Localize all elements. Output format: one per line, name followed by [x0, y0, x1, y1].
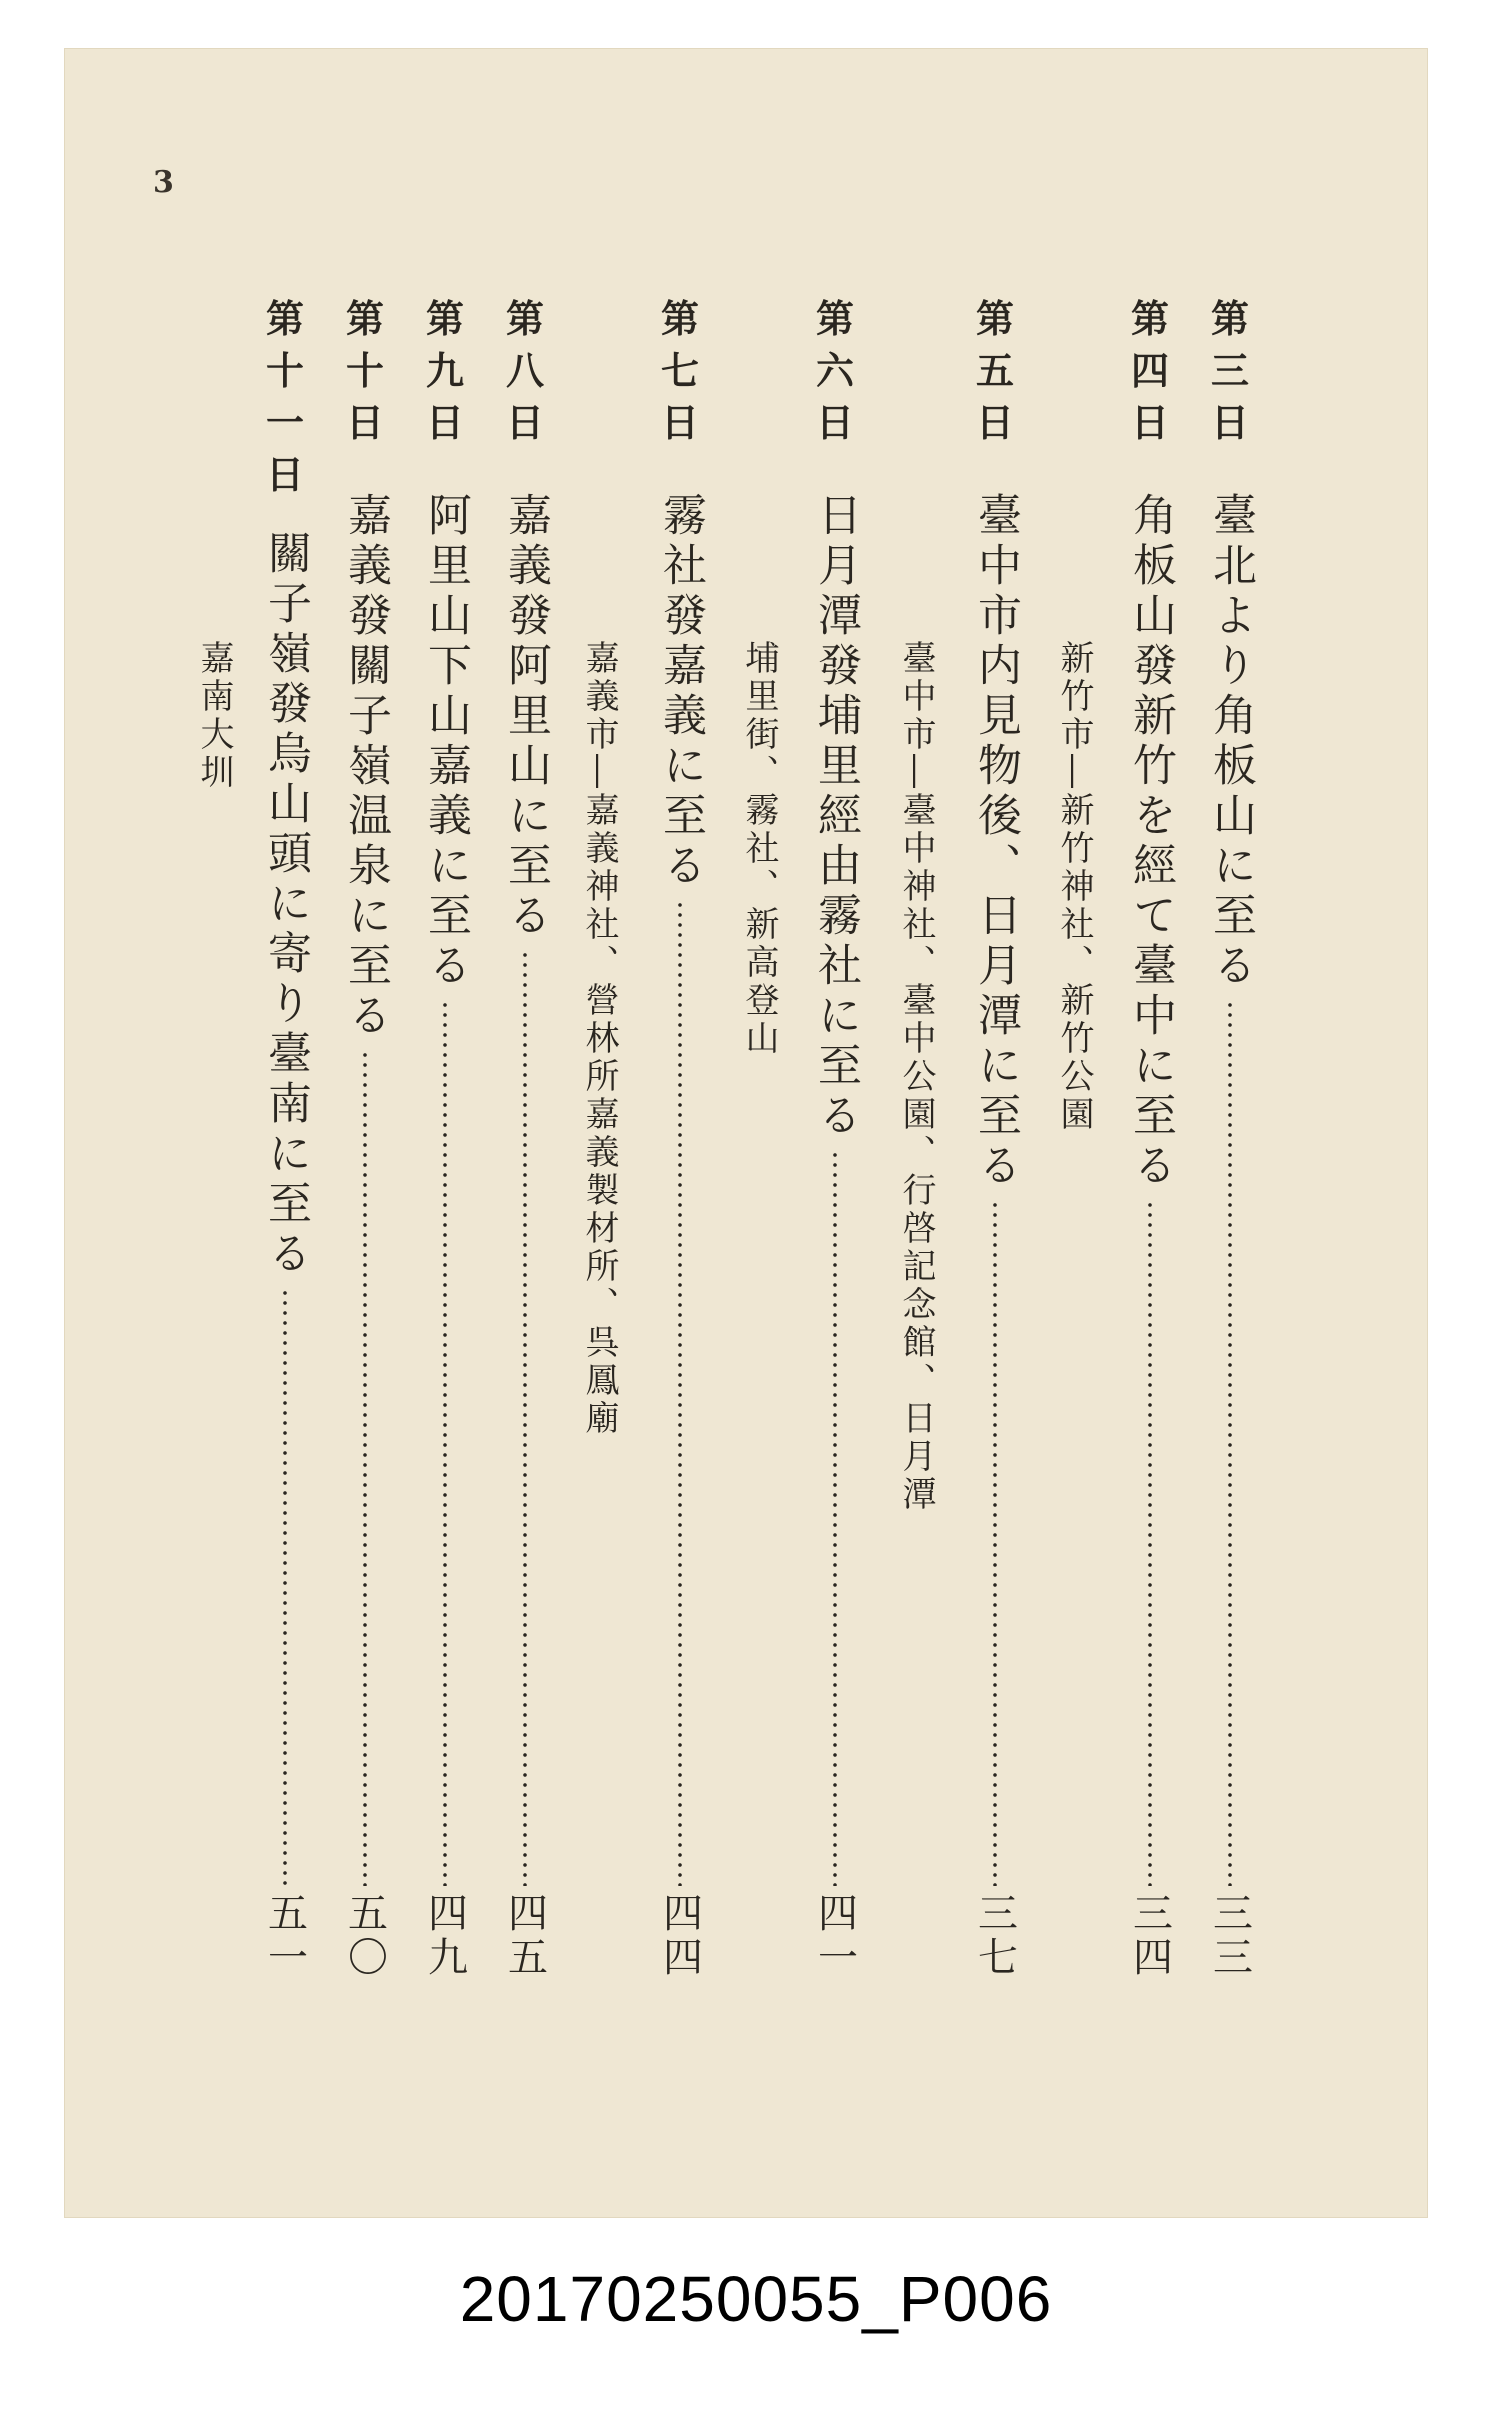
toc-entry-day-9	[415, 297, 475, 1980]
leader-dots	[1148, 1200, 1152, 1886]
toc-entry-title: 嘉義發關子嶺温泉に至る	[340, 492, 391, 1042]
leader-dots	[283, 1288, 287, 1886]
toc-entry-title: 關子嶺發烏山頭に寄り臺南に至る	[260, 530, 311, 1280]
toc-entry-label: 第 九 日	[425, 297, 464, 445]
toc-entry-title: 日月潭發埔里經由霧社に至る	[810, 492, 861, 1142]
toc-entry-label: 第 五 日	[975, 297, 1014, 445]
toc-entry-day-3	[1200, 297, 1260, 1980]
toc-entry-page: 三七	[971, 1892, 1018, 1980]
toc-entry-page: 四四	[656, 1892, 703, 1980]
toc-entry-day-8	[495, 297, 555, 1980]
toc-entry-label: 第 七 日	[660, 297, 699, 445]
toc-entry-title: 嘉義發阿里山に至る	[500, 492, 551, 942]
toc-entry-day-7	[650, 297, 710, 1980]
toc-entry-subtitle: 臺中市―臺中神社、臺中公園、行啓記念館、日月潭	[896, 640, 936, 1514]
toc-entry-label: 第 三 日	[1210, 297, 1249, 445]
toc-entry-page: 四九	[421, 1892, 468, 1980]
toc-entry-day-11	[255, 297, 315, 1980]
leader-dots	[993, 1200, 997, 1886]
toc-entry-label: 第 十 日	[345, 297, 384, 445]
toc-entry-label: 第 八 日	[505, 297, 544, 445]
toc-entry-page: 四一	[811, 1892, 858, 1980]
toc-entry-title: 阿里山下山嘉義に至る	[420, 492, 471, 992]
toc-entry-title: 霧社發嘉義に至る	[655, 492, 706, 892]
toc-entry-label: 第 六 日	[815, 297, 854, 445]
toc-entry-subtitle: 嘉南大圳	[194, 640, 234, 792]
toc-entry-page: 五一	[261, 1892, 308, 1980]
leader-dots	[523, 950, 527, 1886]
toc-entry-page: 四五	[501, 1892, 548, 1980]
page-number: 3	[153, 165, 174, 200]
toc-entry-page: 五〇	[341, 1892, 388, 1980]
toc-entry-page: 三三	[1206, 1892, 1253, 1980]
toc-entry-title: 臺中市内見物後、日月潭に至る	[970, 492, 1021, 1192]
toc-entry-page: 三四	[1126, 1892, 1173, 1980]
leader-dots	[363, 1050, 367, 1886]
toc-entry-title: 臺北より角板山に至る	[1205, 492, 1256, 992]
toc-entry-day-4	[1120, 297, 1180, 1980]
leader-dots	[678, 900, 682, 1886]
toc-entry-title: 角板山發新竹を經て臺中に至る	[1125, 492, 1176, 1192]
toc-entry-subtitle: 埔里街、霧社、新高登山	[739, 640, 779, 1058]
leader-dots	[443, 1000, 447, 1886]
toc-entry-label: 第 四 日	[1130, 297, 1169, 445]
toc-entry-subtitle: 嘉義市―嘉義神社、營林所嘉義製材所、呉鳳廟	[579, 640, 619, 1438]
toc-entry-day-6	[805, 297, 865, 1980]
toc-entry-label: 第 十 一 日	[265, 297, 304, 497]
toc-entry-day-10	[335, 297, 395, 1980]
toc-entry-day-5	[965, 297, 1025, 1980]
leader-dots	[833, 1150, 837, 1886]
leader-dots	[1228, 1000, 1232, 1886]
image-id-caption: 20170250055_P006	[459, 2263, 1053, 2335]
toc-entry-subtitle: 新竹市―新竹神社、新竹公園	[1054, 640, 1094, 1134]
